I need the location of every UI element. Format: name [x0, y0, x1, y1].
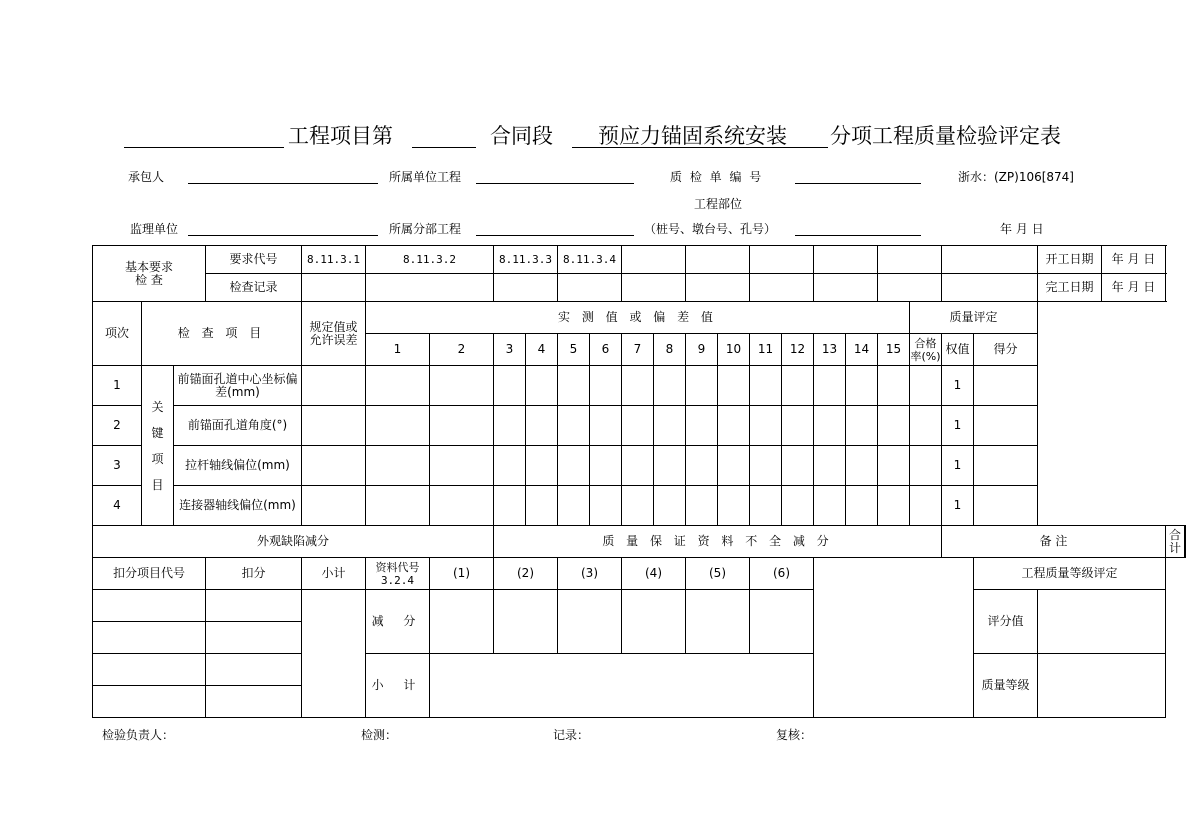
pass-rate-4[interactable]: [910, 486, 942, 526]
m2-9[interactable]: [686, 406, 718, 446]
code-1: 8.11.3.1: [302, 246, 366, 274]
m4-6[interactable]: [590, 486, 622, 526]
col-num-12: 12: [782, 334, 814, 366]
m3-8[interactable]: [654, 446, 686, 486]
m1-15[interactable]: [878, 366, 910, 406]
recorder-label: 记录：: [553, 728, 590, 742]
m1-2[interactable]: [430, 366, 494, 406]
req-code-label: 要求代号: [206, 246, 302, 274]
m1-8[interactable]: [654, 366, 686, 406]
measured-header: 实 测 值 或 偏 差 值: [366, 302, 910, 334]
work-location-field[interactable]: [795, 235, 921, 236]
weight-header: 权值: [942, 334, 974, 366]
unit-project-field[interactable]: [476, 183, 634, 184]
m4-7[interactable]: [622, 486, 654, 526]
col-num-2: 2: [430, 334, 494, 366]
m2-7[interactable]: [622, 406, 654, 446]
doc-col-5: (5): [686, 558, 750, 590]
total-label: 合 计: [1166, 526, 1185, 558]
reduce-label: 减 分: [366, 590, 430, 654]
m3-14[interactable]: [846, 446, 878, 486]
remark-area[interactable]: [814, 558, 974, 718]
m4-5[interactable]: [558, 486, 590, 526]
score-value-label: 评分值: [974, 590, 1038, 654]
m2-6[interactable]: [590, 406, 622, 446]
record-9[interactable]: [878, 274, 942, 302]
key-char-4: 目: [151, 477, 164, 492]
col-num-14: 14: [846, 334, 878, 366]
m1-4[interactable]: [526, 366, 558, 406]
m3-10[interactable]: [718, 446, 750, 486]
score-header: 得分: [974, 334, 1038, 366]
m2-12[interactable]: [782, 406, 814, 446]
col-num-4: 4: [526, 334, 558, 366]
unit-project-label: 所属单位工程: [389, 170, 462, 184]
deduct-code-header: 扣分项目代号: [93, 558, 206, 590]
item-no-3: 3: [93, 446, 142, 486]
m1-12[interactable]: [782, 366, 814, 406]
start-date-label: 开工日期: [1038, 246, 1102, 274]
key-char-2: 键: [151, 425, 164, 440]
item-no-1: 1: [93, 366, 142, 406]
m2-15[interactable]: [878, 406, 910, 446]
work-location-label: 工程部位: [694, 197, 743, 211]
m3-3[interactable]: [494, 446, 526, 486]
record-7[interactable]: [750, 274, 814, 302]
m3-5[interactable]: [558, 446, 590, 486]
sub-field[interactable]: [430, 654, 814, 718]
basic-req-label2: 检 查: [135, 272, 163, 287]
m3-12[interactable]: [782, 446, 814, 486]
weight-3: 1: [942, 446, 974, 486]
record-4[interactable]: [558, 274, 622, 302]
title-blank-2: [412, 147, 476, 148]
reviewer-label: 复核：: [776, 728, 813, 742]
m2-13[interactable]: [814, 406, 846, 446]
m4-8[interactable]: [654, 486, 686, 526]
quality-grade-field[interactable]: [1038, 654, 1166, 718]
supervisor-field[interactable]: [188, 235, 378, 236]
m1-1[interactable]: [366, 366, 430, 406]
m3-6[interactable]: [590, 446, 622, 486]
spec-3[interactable]: [302, 446, 366, 486]
code-3: 8.11.3.3: [494, 246, 558, 274]
division-project-field[interactable]: [476, 235, 634, 236]
deduct-code-2[interactable]: [93, 622, 206, 654]
basic-req-label: 基本要求: [124, 259, 173, 274]
deduct-header: 扣分: [206, 558, 302, 590]
item-no-2: 2: [93, 406, 142, 446]
grade-eval-header: 工程质量等级评定: [974, 558, 1166, 590]
m4-12[interactable]: [782, 486, 814, 526]
col-num-15: 15: [878, 334, 910, 366]
record-3[interactable]: [494, 274, 558, 302]
weight-4: 1: [942, 486, 974, 526]
m3-7[interactable]: [622, 446, 654, 486]
title-part2: 合同段: [490, 124, 553, 148]
quality-eval-header: 质量评定: [910, 302, 1038, 334]
col-num-11: 11: [750, 334, 782, 366]
m3-9[interactable]: [686, 446, 718, 486]
m2-11[interactable]: [750, 406, 782, 446]
m1-6[interactable]: [590, 366, 622, 406]
pass-rate-header: 合格率(%): [910, 334, 942, 366]
m4-2[interactable]: [430, 486, 494, 526]
end-date-value[interactable]: 年 月 日: [1102, 274, 1166, 302]
deduct-1[interactable]: [206, 590, 302, 622]
score-value-field[interactable]: [1038, 590, 1166, 654]
m4-11[interactable]: [750, 486, 782, 526]
m1-10[interactable]: [718, 366, 750, 406]
tester-label: 检测：: [361, 728, 398, 742]
doc-code-header: [366, 558, 430, 590]
weight-1: 1: [942, 366, 974, 406]
code-4: 8.11.3.4: [558, 246, 622, 274]
m2-4[interactable]: [526, 406, 558, 446]
score-1[interactable]: [974, 366, 1038, 406]
deduct-code-4[interactable]: [93, 686, 206, 718]
record-5[interactable]: [622, 274, 686, 302]
m3-2[interactable]: [430, 446, 494, 486]
col-num-5: 5: [558, 334, 590, 366]
doc-code-no: 3.2.4: [380, 573, 415, 587]
col-num-13: 13: [814, 334, 846, 366]
score-4[interactable]: [974, 486, 1038, 526]
col-num-9: 9: [686, 334, 718, 366]
code-6[interactable]: [686, 246, 750, 274]
col-num-1: 1: [366, 334, 430, 366]
inspection-no-label: 质 检 单 编 号: [670, 170, 764, 184]
m2-10[interactable]: [718, 406, 750, 446]
pass-rate-3[interactable]: [910, 446, 942, 486]
spec-1[interactable]: [302, 366, 366, 406]
start-date-value[interactable]: 年 月 日: [1102, 246, 1166, 274]
m1-5[interactable]: [558, 366, 590, 406]
reduce-6[interactable]: [750, 590, 814, 654]
item-name-4: 连接器轴线偏位(mm): [174, 486, 302, 526]
spec-header: 规定值或允许误差: [302, 302, 366, 366]
subtotal-area[interactable]: [302, 590, 366, 718]
title-blank-1: [124, 147, 284, 148]
code-2: 8.11.3.2: [366, 246, 494, 274]
record-10[interactable]: [942, 274, 1038, 302]
m1-11[interactable]: [750, 366, 782, 406]
col-num-7: 7: [622, 334, 654, 366]
m4-14[interactable]: [846, 486, 878, 526]
key-char-3: 项: [151, 451, 164, 466]
contractor-label: 承包人: [128, 170, 165, 184]
spec-4[interactable]: [302, 486, 366, 526]
total-value[interactable]: [1185, 526, 1186, 558]
inspection-no-field[interactable]: [795, 183, 921, 184]
check-items-header: 检 查 项 目: [142, 302, 302, 366]
m1-14[interactable]: [846, 366, 878, 406]
doc-deduct-label: 质 量 保 证 资 料 不 全 减 分: [494, 526, 942, 558]
m1-9[interactable]: [686, 366, 718, 406]
location-hint: （桩号、墩台号、孔号）: [644, 222, 777, 236]
code-5[interactable]: [622, 246, 686, 274]
m2-3[interactable]: [494, 406, 526, 446]
col-num-3: 3: [494, 334, 526, 366]
doc-col-4: (4): [622, 558, 686, 590]
record-1[interactable]: [302, 274, 366, 302]
deduct-4[interactable]: [206, 686, 302, 718]
remark-label: 备 注: [942, 526, 1166, 558]
title-part3: 分项工程质量检验评定表: [830, 124, 1061, 148]
deduct-3[interactable]: [206, 654, 302, 686]
m1-3[interactable]: [494, 366, 526, 406]
reduce-3[interactable]: [558, 590, 622, 654]
code-9[interactable]: [878, 246, 942, 274]
key-items-label: [142, 366, 174, 526]
division-project-label: 所属分部工程: [389, 222, 462, 236]
code-10[interactable]: [942, 246, 1038, 274]
check-record-label: 检查记录: [206, 274, 302, 302]
col-num-6: 6: [590, 334, 622, 366]
reduce-5[interactable]: [686, 590, 750, 654]
spec-2[interactable]: [302, 406, 366, 446]
score-3[interactable]: [974, 446, 1038, 486]
weight-2: 1: [942, 406, 974, 446]
end-date-label: 完工日期: [1038, 274, 1102, 302]
item-name-3: 拉杆轴线偏位(mm): [174, 446, 302, 486]
m4-9[interactable]: [686, 486, 718, 526]
item-name-2: 前锚面孔道角度(°): [174, 406, 302, 446]
m3-11[interactable]: [750, 446, 782, 486]
m4-15[interactable]: [878, 486, 910, 526]
m3-15[interactable]: [878, 446, 910, 486]
sub-label: 小 计: [366, 654, 430, 718]
form-code: 浙水：(ZP)106[874]: [958, 170, 1074, 184]
score-2[interactable]: [974, 406, 1038, 446]
reduce-4[interactable]: [622, 590, 686, 654]
doc-col-1: (1): [430, 558, 494, 590]
title-part1: 工程项目第: [288, 124, 393, 148]
m2-2[interactable]: [430, 406, 494, 446]
subtotal-header: 小计: [302, 558, 366, 590]
m2-1[interactable]: [366, 406, 430, 446]
code-8[interactable]: [814, 246, 878, 274]
code-7[interactable]: [750, 246, 814, 274]
pass-rate-1[interactable]: [910, 366, 942, 406]
doc-code-label: 资料代号: [375, 560, 420, 574]
deduct-code-1[interactable]: [93, 590, 206, 622]
m4-4[interactable]: [526, 486, 558, 526]
m4-3[interactable]: [494, 486, 526, 526]
m1-13[interactable]: [814, 366, 846, 406]
m1-7[interactable]: [622, 366, 654, 406]
m3-1[interactable]: [366, 446, 430, 486]
supervisor-label: 监理单位: [130, 222, 179, 236]
deduct-2[interactable]: [206, 622, 302, 654]
item-no-header: 项次: [93, 302, 142, 366]
m4-1[interactable]: [366, 486, 430, 526]
m2-8[interactable]: [654, 406, 686, 446]
m4-10[interactable]: [718, 486, 750, 526]
inspector-head-label: 检验负责人：: [102, 728, 175, 742]
appearance-label: 外观缺陷减分: [93, 526, 494, 558]
m3-4[interactable]: [526, 446, 558, 486]
basic-req-cell: [93, 246, 206, 302]
doc-col-6: (6): [750, 558, 814, 590]
doc-col-3: (3): [558, 558, 622, 590]
contractor-field[interactable]: [188, 183, 378, 184]
m3-13[interactable]: [814, 446, 846, 486]
col-num-10: 10: [718, 334, 750, 366]
doc-col-2: (2): [494, 558, 558, 590]
item-no-4: 4: [93, 486, 142, 526]
pass-rate-2[interactable]: [910, 406, 942, 446]
m2-5[interactable]: [558, 406, 590, 446]
inspection-table: [92, 245, 1186, 718]
key-char-1: 关: [151, 399, 164, 414]
col-num-8: 8: [654, 334, 686, 366]
deduct-code-3[interactable]: [93, 654, 206, 686]
header-date: 年 月 日: [1000, 222, 1044, 236]
reduce-2[interactable]: [494, 590, 558, 654]
m2-14[interactable]: [846, 406, 878, 446]
record-8[interactable]: [814, 274, 878, 302]
title-project-name: 预应力锚固系统安装: [598, 124, 787, 148]
item-name-1: 前锚面孔道中心坐标偏差(mm): [174, 366, 302, 406]
m4-13[interactable]: [814, 486, 846, 526]
record-2[interactable]: [366, 274, 494, 302]
quality-grade-label: 质量等级: [974, 654, 1038, 718]
reduce-1[interactable]: [430, 590, 494, 654]
record-6[interactable]: [686, 274, 750, 302]
